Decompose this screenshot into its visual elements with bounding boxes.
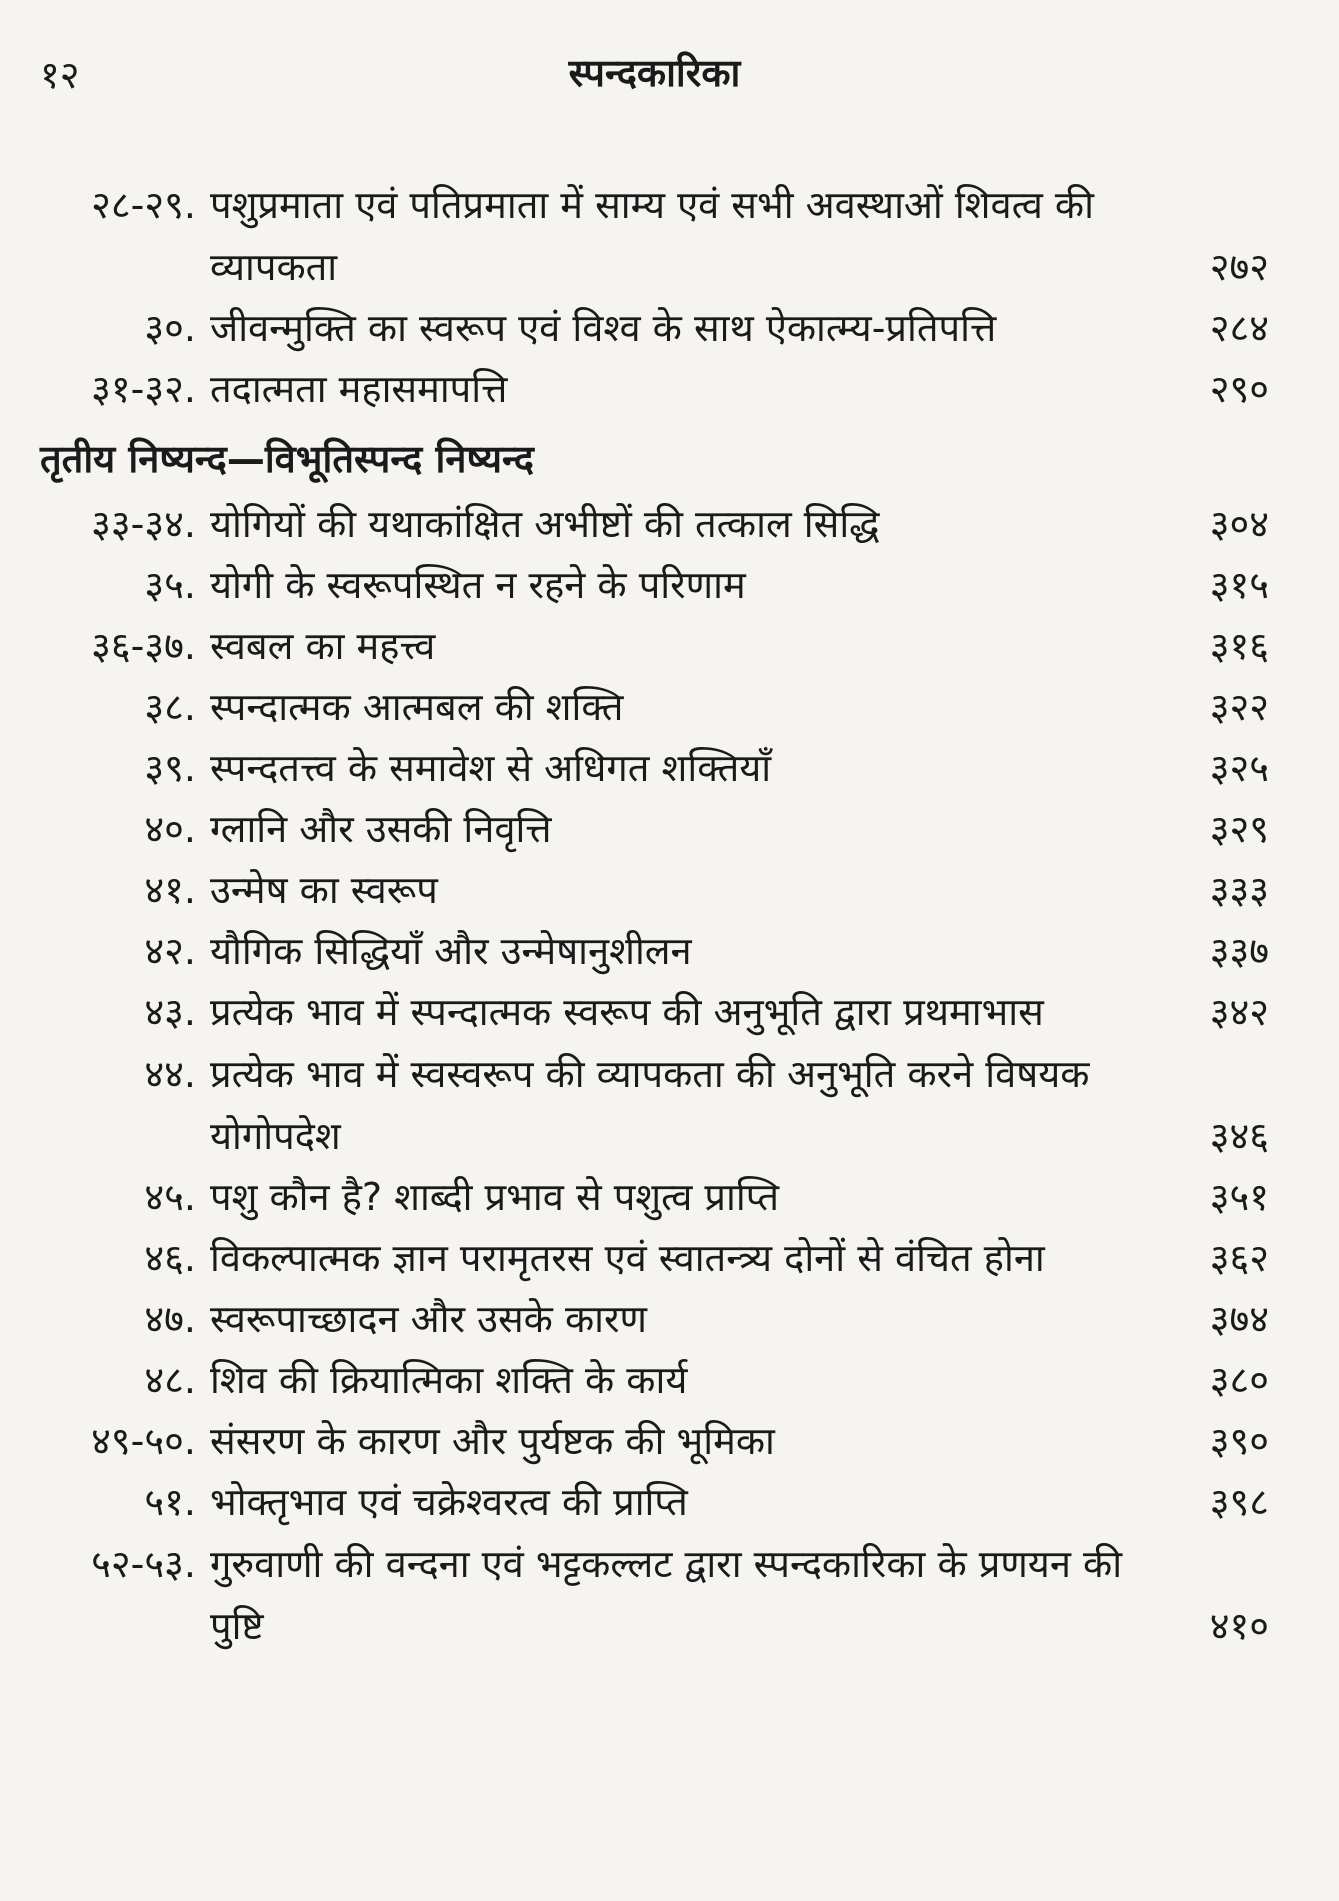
toc-entry-title: पशु कौन है? शाब्दी प्रभाव से पशुत्व प्राप्ति — [210, 1175, 780, 1219]
toc-entry — [40, 1167, 1269, 1228]
toc-entry-page: ३९८ — [1209, 1480, 1269, 1524]
toc-entry-page: ३५१ — [1209, 1175, 1269, 1219]
toc-entry — [40, 677, 1269, 738]
toc-entry-number: ३८. — [144, 685, 196, 729]
toc-entry-number: ४१. — [144, 868, 196, 912]
toc-entry-page: ३८० — [1209, 1358, 1269, 1402]
table-of-contents — [40, 174, 1269, 1657]
toc-entry — [40, 298, 1269, 359]
toc-entry-number: ४४. — [144, 1052, 196, 1096]
toc-entry-number: २८-२९. — [91, 183, 196, 227]
toc-entry-title: भोक्तृभाव एवं चक्रेश्वरत्व की प्राप्ति — [210, 1480, 688, 1524]
toc-entry-number: ५१. — [144, 1480, 196, 1524]
toc-entry-title: स्वरूपाच्छादन और उसके कारण — [210, 1297, 647, 1341]
toc-entry-page: २७२ — [1209, 245, 1269, 289]
toc-entry-number: ३०. — [144, 306, 196, 350]
toc-entry — [40, 174, 1269, 298]
toc-entry-page: ३४६ — [1209, 1114, 1269, 1158]
toc-entry-page: ३२२ — [1209, 685, 1269, 729]
toc-entry — [40, 1289, 1269, 1350]
toc-entry — [40, 359, 1269, 420]
section-heading: तृतीय निष्यन्द—विभूतिस्पन्द निष्यन्द — [40, 437, 534, 481]
toc-entry — [40, 1533, 1269, 1657]
toc-entry-title: प्रत्येक भाव में स्वस्वरूप की व्यापकता की अनुभूति करने विषयक योगोपदेश — [210, 1052, 1090, 1158]
toc-entry-page: ३२९ — [1209, 807, 1269, 851]
toc-entry-number: ५२-५३. — [91, 1542, 196, 1586]
toc-entry — [40, 921, 1269, 982]
toc-entry-number: ४८. — [144, 1358, 196, 1402]
toc-entry — [40, 982, 1269, 1043]
toc-entry-title: गुरुवाणी की वन्दना एवं भट्टकल्लट द्वारा स्पन्दकारिका के प्रणयन की पुष्टि — [210, 1542, 1123, 1648]
toc-entry — [40, 494, 1269, 555]
toc-group-third-chapter — [40, 494, 1269, 1657]
toc-entry-number: ३३-३४. — [91, 502, 196, 546]
page-header — [40, 40, 1269, 110]
toc-entry-page: ३७४ — [1209, 1297, 1269, 1341]
toc-entry-page: २९० — [1209, 367, 1269, 411]
toc-entry-title: स्वबल का महत्त्व — [210, 624, 436, 668]
toc-entry-number: ३१-३२. — [91, 367, 196, 411]
toc-entry-page: ३६२ — [1209, 1236, 1269, 1280]
toc-entry — [40, 1350, 1269, 1411]
toc-entry-title: प्रत्येक भाव में स्पन्दात्मक स्वरूप की अनुभूति द्वारा प्रथमाभास — [210, 990, 1044, 1034]
toc-entry — [40, 1228, 1269, 1289]
toc-entry-page: ३२५ — [1209, 746, 1269, 790]
toc-entry — [40, 555, 1269, 616]
toc-entry-title: जीवन्मुक्ति का स्वरूप एवं विश्व के साथ ऐकात्म्य-प्रतिपत्ति — [210, 306, 997, 350]
toc-entry-number: ४७. — [144, 1297, 196, 1341]
toc-entry-title: ग्लानि और उसकी निवृत्ति — [210, 807, 552, 851]
toc-entry-number: ३९. — [144, 746, 196, 790]
toc-entry-page: ३३३ — [1209, 868, 1269, 912]
toc-entry — [40, 799, 1269, 860]
toc-entry-title: विकल्पात्मक ज्ञान परामृतरस एवं स्वातन्त्र्य दोनों से वंचित होना — [210, 1236, 1045, 1280]
toc-entry-title: शिव की क्रियात्मिका शक्ति के कार्य — [210, 1358, 688, 1402]
page-number: १२ — [40, 53, 80, 97]
toc-entry-title: पशुप्रमाता एवं पतिप्रमाता में साम्य एवं सभी अवस्थाओं शिवत्व की व्यापकता — [210, 183, 1094, 289]
toc-entry-number: ४३. — [144, 990, 196, 1034]
toc-entry-title: स्पन्दात्मक आत्मबल की शक्ति — [210, 685, 624, 729]
toc-entry-title: उन्मेष का स्वरूप — [210, 868, 438, 912]
toc-entry-number: ४९-५०. — [91, 1419, 196, 1463]
toc-entry — [40, 1411, 1269, 1472]
toc-entry — [40, 1043, 1269, 1167]
toc-entry-page: ३०४ — [1209, 502, 1269, 546]
toc-group-second-chapter-end — [40, 174, 1269, 420]
toc-entry — [40, 738, 1269, 799]
toc-entry-page: ४१० — [1209, 1604, 1269, 1648]
toc-entry-page: ३३७ — [1209, 929, 1269, 973]
toc-entry-page: ३४२ — [1209, 990, 1269, 1034]
toc-entry-number: ३५. — [144, 563, 196, 607]
toc-entry-page: ३१६ — [1209, 624, 1269, 668]
toc-entry-title: योगियों की यथाकांक्षित अभीष्टों की तत्काल सिद्धि — [210, 502, 880, 546]
toc-entry-number: ४६. — [144, 1236, 196, 1280]
toc-entry — [40, 616, 1269, 677]
toc-entry-title: तदात्मता महासमापत्ति — [210, 367, 508, 411]
toc-entry-number: ४०. — [144, 807, 196, 851]
toc-entry — [40, 1472, 1269, 1533]
toc-entry-title: संसरण के कारण और पुर्यष्टक की भूमिका — [210, 1419, 775, 1463]
toc-entry-title: यौगिक सिद्धियाँ और उन्मेषानुशीलन — [210, 929, 692, 973]
toc-entry-title: स्पन्दतत्त्व के समावेश से अधिगत शक्तियाँ — [210, 746, 772, 790]
toc-entry — [40, 860, 1269, 921]
toc-entry-page: २८४ — [1209, 306, 1269, 350]
toc-entry-number: ४२. — [144, 929, 196, 973]
toc-entry-page: ३९० — [1209, 1419, 1269, 1463]
toc-entry-title: योगी के स्वरूपस्थित न रहने के परिणाम — [210, 563, 746, 607]
toc-entry-page: ३१५ — [1209, 563, 1269, 607]
toc-entry-number: ४५. — [144, 1175, 196, 1219]
toc-entry-number: ३६-३७. — [91, 624, 196, 668]
running-title: स्पन्दकारिका — [568, 51, 741, 95]
